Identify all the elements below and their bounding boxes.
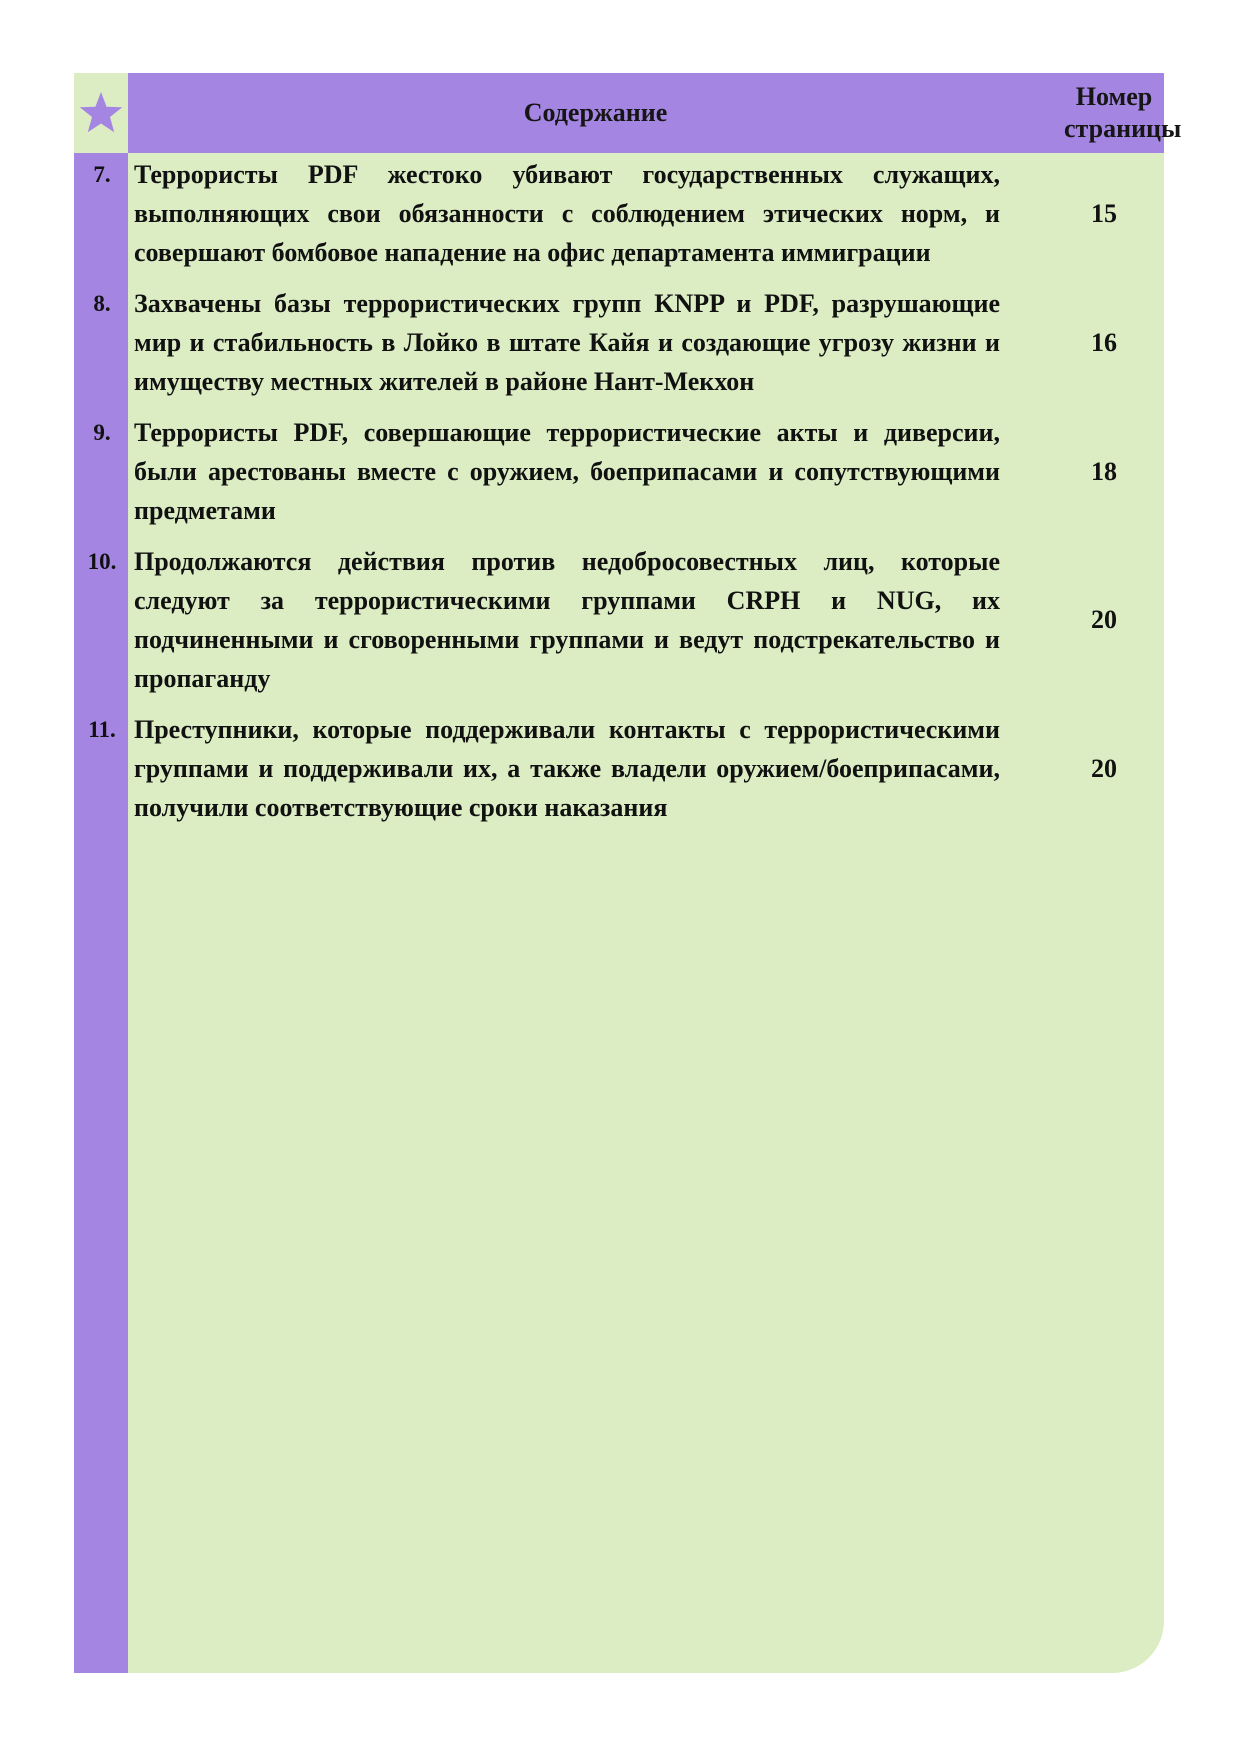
entry-number: 9. [93, 420, 111, 445]
entry-title: Захвачены базы террористических групп KNPP и PDF, разрушающие мир и стабильность в Лойко в штате Кайя и создающие угрозу жизни и имуществу местных жителей в районе Нант-Мекхон [134, 289, 1000, 396]
entry-page-number: 20 [1091, 753, 1117, 783]
star-badge [74, 73, 128, 153]
entry-title: Продолжаются действия против недобросовестных лиц, которые следуют за террористическими группами CRPH и NUG, их подчиненными и сговоренными группами и ведут подстрекательство и пропаганду [134, 547, 1000, 693]
entry-title: Преступники, которые поддерживали контакты с террористическими группами и поддерживали их, а также владели оружием/боеприпасами, получили соответствующие сроки наказания [134, 715, 1000, 822]
contents-panel [74, 73, 1182, 1673]
entry-title: Террористы PDF, совершающие террористические акты и диверсии, были арестованы вместе с оружием, боеприпасами и сопутствующими предметами [134, 418, 1000, 525]
entry-number: 11. [88, 717, 116, 742]
entry-page-number: 18 [1091, 456, 1117, 486]
page-number-heading [1064, 73, 1182, 153]
entry-number: 8. [93, 291, 111, 316]
star-icon [78, 90, 124, 136]
contents-heading: Содержание [523, 98, 668, 127]
entry-title: Террористы PDF жестоко убивают государственных служащих, выполняющих свои обязанности с соблюдением этических норм, и совершают бомбовое нападение на офис департамента иммиграции [134, 160, 1000, 267]
contents-entry[interactable] [74, 710, 1164, 827]
contents-entry[interactable] [74, 155, 1164, 272]
contents-entry[interactable] [74, 284, 1164, 401]
contents-list [74, 155, 1164, 827]
entry-page-number: 16 [1091, 327, 1117, 357]
contents-entry[interactable] [74, 413, 1164, 530]
page-number-heading-text: Номер страницы [1064, 82, 1182, 143]
contents-entry[interactable] [74, 542, 1164, 698]
entry-page-number: 15 [1091, 198, 1117, 228]
entry-page-number: 20 [1091, 605, 1117, 634]
entry-number: 10. [87, 549, 117, 574]
entry-number: 7. [93, 162, 111, 187]
